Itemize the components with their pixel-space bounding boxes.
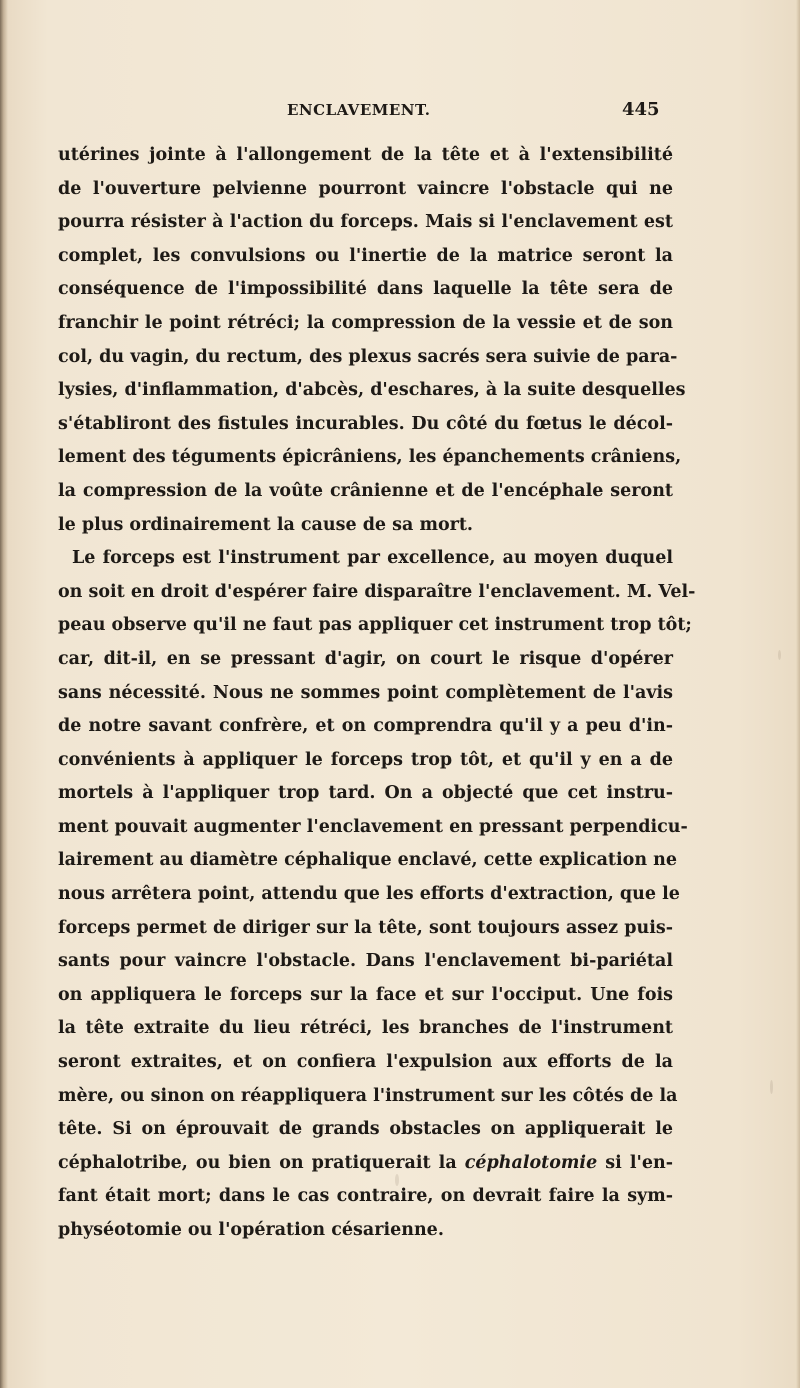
text-line: pourra résister à l'action du forceps. Mais si l'enclavement est [58, 212, 673, 233]
text-line: nous arrêtera point, attendu que les efforts d'extraction, que le [58, 884, 680, 905]
text-line: la compression de la voûte crânienne et de l'encéphale seront [58, 480, 673, 501]
text-line: de l'ouverture pelvienne pourront vaincre l'obstacle qui ne [58, 178, 673, 199]
text-line: sans nécessité. Nous ne sommes point complètement de l'avis [58, 682, 673, 703]
text-line: complet, les convulsions ou l'inertie de la matrice seront la [58, 245, 673, 266]
text-line: la tête extraite du lieu rétréci, les branches de l'instrument [58, 1018, 673, 1039]
paper-stain [778, 650, 781, 660]
page-number: 445 [622, 99, 660, 120]
text-segment: céphalotribe, ou bien on pratiquerait la [58, 1152, 465, 1173]
text-line-with-italic [58, 1147, 673, 1181]
text-line: seront extraites, et on confiera l'expulsion aux efforts de la [58, 1052, 673, 1073]
paragraph-end-line: le plus ordinairement la cause de sa mort. [58, 514, 474, 535]
text-line: fant était mort; dans le cas contraire, on devrait faire la sym- [58, 1186, 673, 1207]
text-line: s'établiront des fistules incurables. Du côté du fœtus le décol- [58, 413, 673, 434]
text-line: forceps permet de diriger sur la tête, sont toujours assez puis- [58, 917, 673, 938]
text-line: lairement au diamètre céphalique enclavé, cette explication ne [58, 850, 678, 871]
text-line: lement des téguments épicrâniens, les épanchements crâniens, [58, 447, 682, 468]
text-line: conséquence de l'impossibilité dans laquelle la tête sera de [58, 279, 673, 300]
text-line: mortels à l'appliquer trop tard. On a objecté que cet instru- [58, 783, 673, 804]
italic-term: céphalotomie [464, 1152, 598, 1173]
text-line: peau observe qu'il ne faut pas appliquer cet instrument trop tôt; [58, 615, 692, 636]
text-line: de notre savant confrère, et on comprendra qu'il y a peu d'in- [58, 716, 673, 737]
text-line: col, du vagin, du rectum, des plexus sacrés sera suivie de para- [58, 346, 678, 367]
running-title: ENCLAVEMENT. [287, 101, 431, 119]
paper-stain [770, 1080, 773, 1094]
text-line: ment pouvait augmenter l'enclavement en pressant perpendicu- [58, 816, 688, 837]
page-edge [796, 0, 800, 1388]
text-line: lysies, d'inflammation, d'abcès, d'eschares, à la suite desquelles [58, 380, 686, 401]
paragraph-start-line: Le forceps est l'instrument par excellence, au moyen duquel [72, 548, 673, 569]
text-line: sants pour vaincre l'obstacle. Dans l'enclavement bi-pariétal [58, 951, 673, 972]
text-line: car, dit-il, en se pressant d'agir, on court le risque d'opérer [58, 648, 673, 669]
text-line: on soit en droit d'espérer faire disparaître l'enclavement. M. Vel- [58, 581, 696, 602]
text-line: on appliquera le forceps sur la face et sur l'occiput. Une fois [58, 984, 673, 1005]
paragraph-end-line: physéotomie ou l'opération césarienne. [58, 1220, 444, 1240]
text-line: utérines jointe à l'allongement de la tête et à l'extensibilité [58, 145, 673, 165]
text-line: mère, ou sinon on réappliquera l'instrument sur les côtés de la [58, 1085, 678, 1106]
text-line: tête. Si on éprouvait de grands obstacles on appliquerait le [58, 1119, 673, 1140]
text-line: franchir le point rétréci; la compression de la vessie et de son [58, 312, 673, 333]
body-text [58, 139, 696, 1248]
text-segment: si l'en- [597, 1152, 674, 1173]
text-line: convénients à appliquer le forceps trop tôt, et qu'il y en a de [58, 749, 673, 770]
paper-stain [395, 1174, 399, 1186]
gutter-shadow [0, 0, 8, 1388]
